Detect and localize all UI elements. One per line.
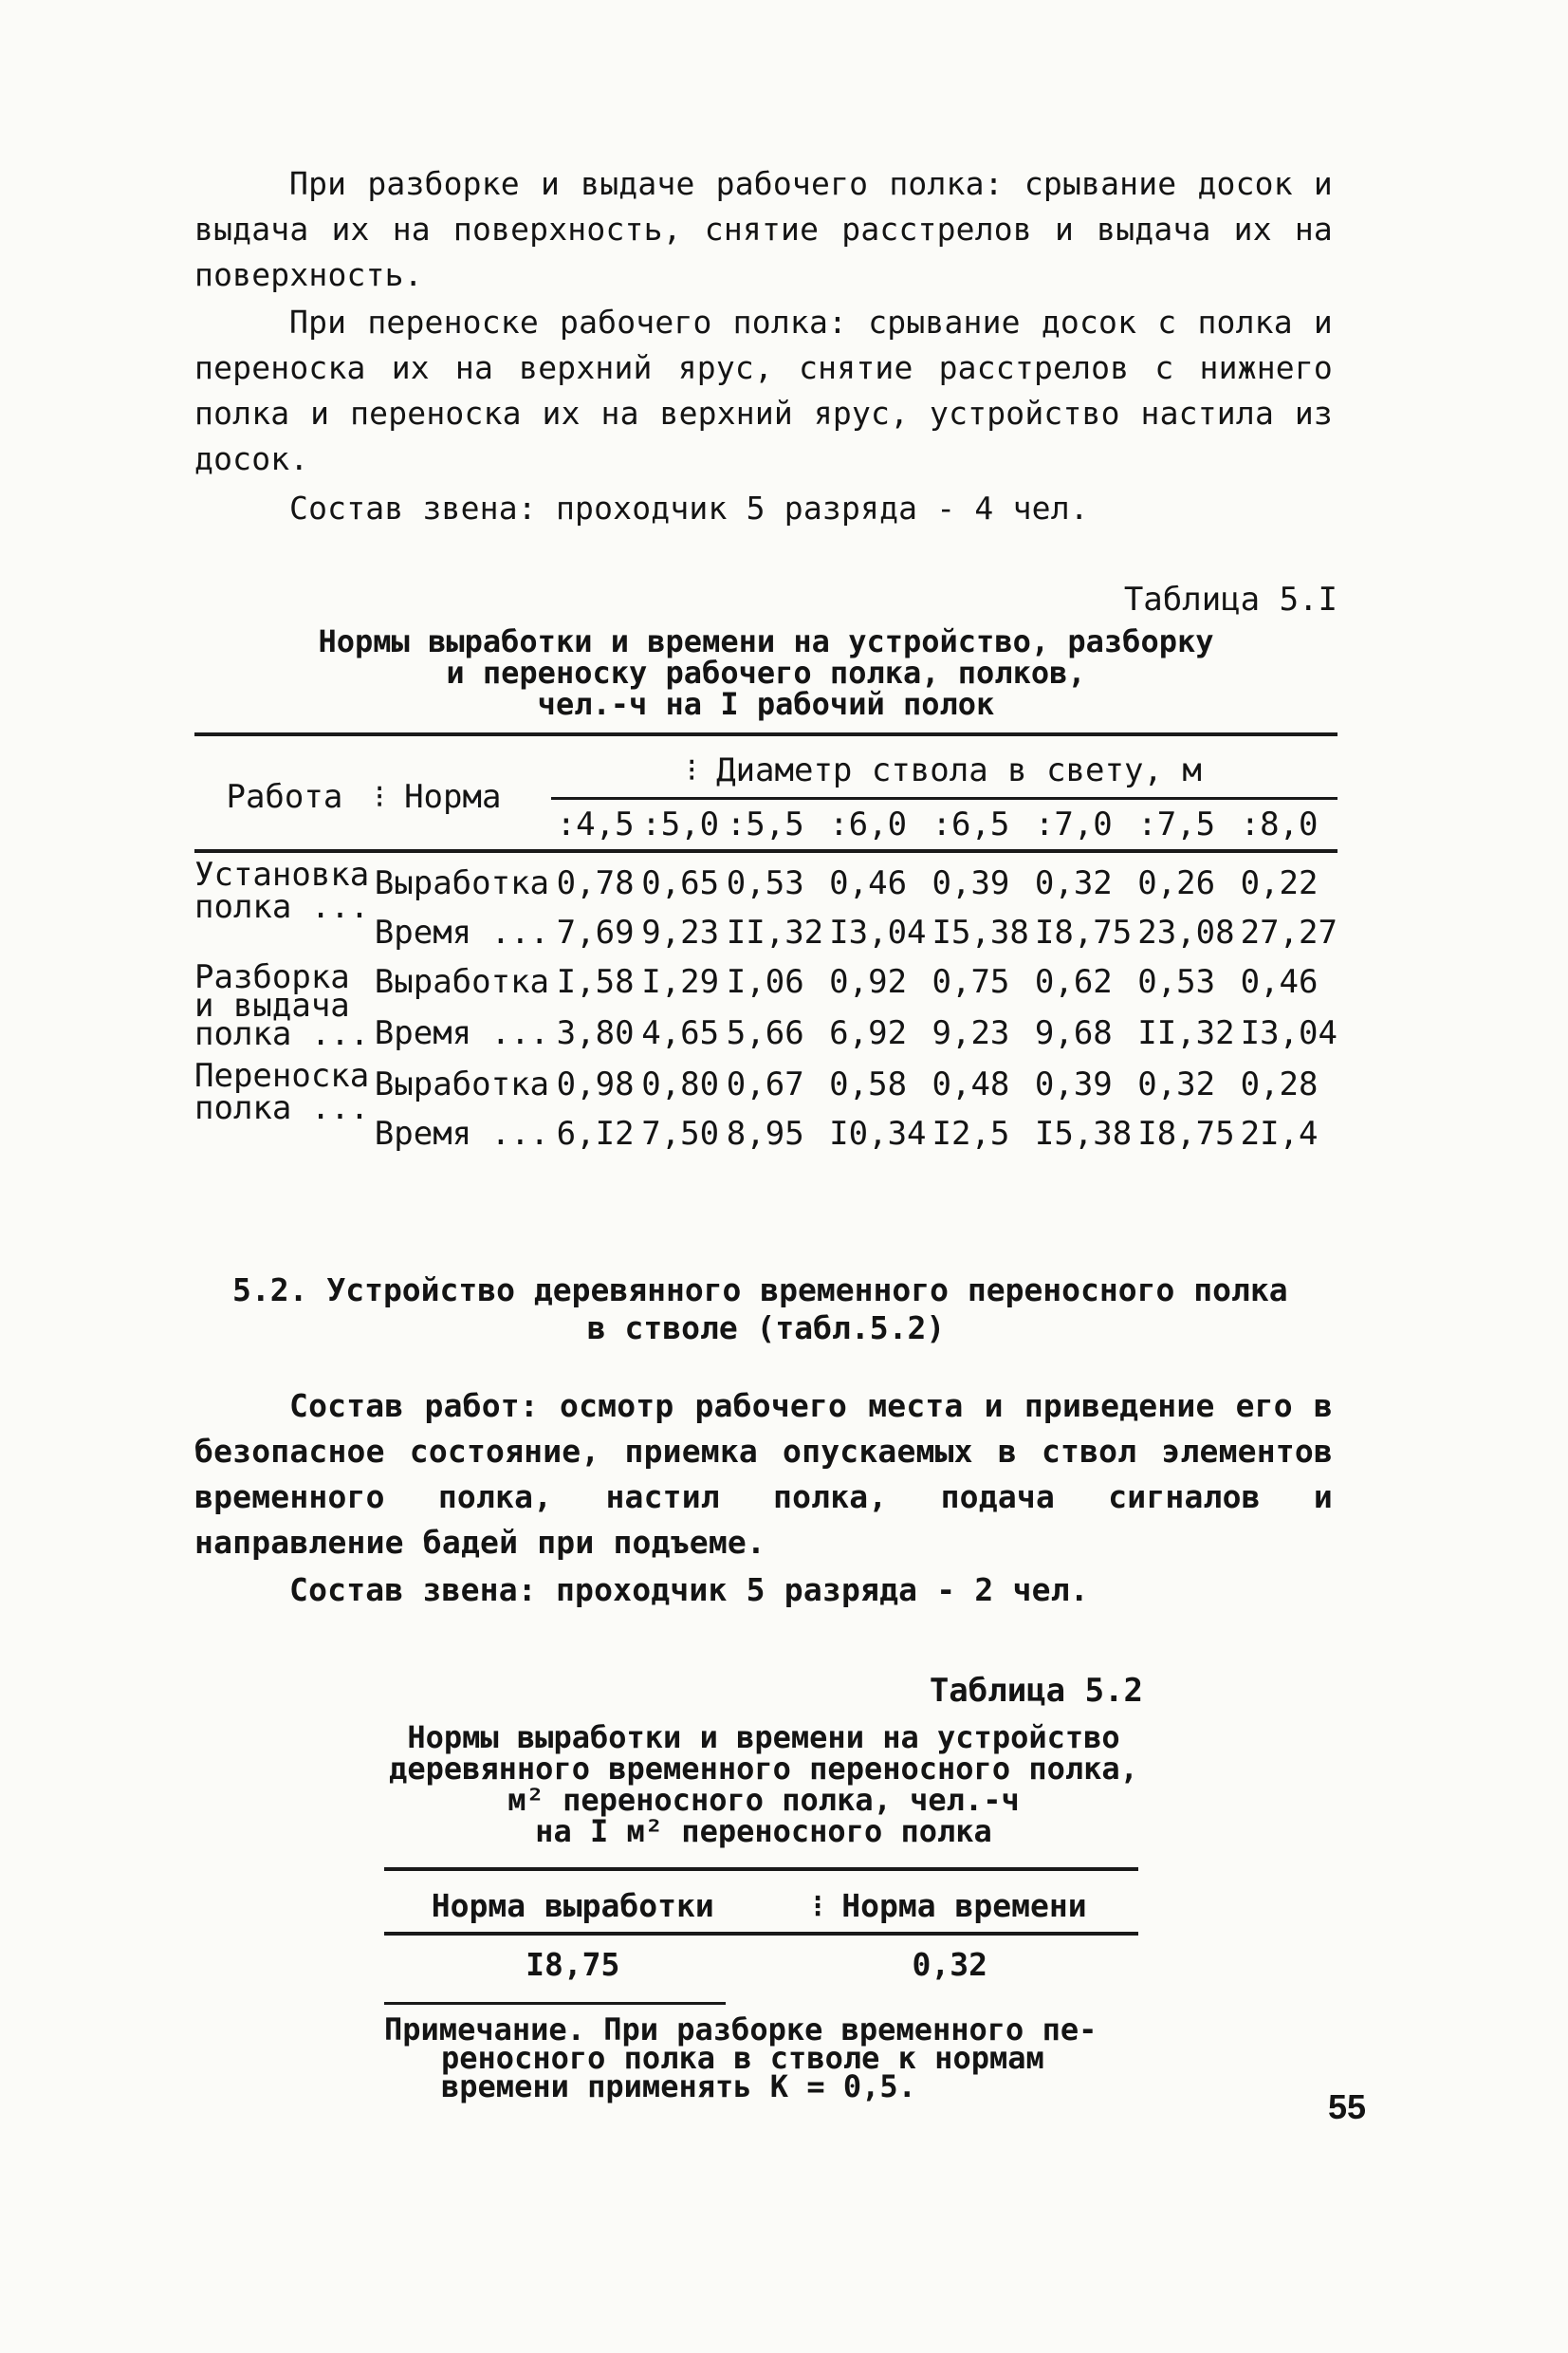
table52-value-time: 0,32 — [912, 1945, 987, 1983]
value-cell: 0,39 — [932, 864, 1010, 902]
table51-header-diameter: ⁝ Диаметр ствола в свету, м — [551, 745, 1337, 798]
value-cell: 0,53 — [726, 864, 804, 902]
note-line1: Примечание. При разборке временного пе- — [384, 2011, 1098, 2047]
value-cell: 0,80 — [641, 1065, 720, 1103]
table51-header-work: Работа — [226, 778, 343, 816]
note-line3: времени применять К = 0,5. — [441, 2068, 916, 2104]
value-cell: 0,46 — [1240, 963, 1319, 1001]
table-row — [194, 1060, 1337, 1109]
diameter-cell: :7,0 — [1034, 805, 1113, 843]
value-cell: 0,65 — [641, 864, 720, 902]
table52-top-rule — [384, 1867, 1138, 1871]
norm-cell: Выработка — [374, 864, 550, 902]
work-cell: Разборка и выдача полка ... — [194, 958, 370, 1053]
value-cell: I3,04 — [1240, 1014, 1337, 1052]
value-cell: 7,50 — [641, 1115, 720, 1153]
value-cell: 0,92 — [829, 963, 908, 1001]
norm-cell: Выработка — [374, 1065, 550, 1103]
value-cell: I,06 — [726, 963, 804, 1001]
value-cell: 27,27 — [1240, 914, 1337, 952]
table52 — [384, 1879, 1138, 1989]
value-cell: 9,68 — [1034, 1014, 1113, 1052]
value-cell: 5,66 — [726, 1014, 804, 1052]
intro-paragraph-2: При переноске рабочего полка: срывание досок с полка и переноска их на верхний ярус, снятие расстрелов с нижнего полка и переноска их на верхний ярус, устройство настила из досок. — [194, 304, 1333, 477]
value-cell: I5,38 — [932, 914, 1029, 952]
table51 — [194, 745, 1337, 1158]
section52-heading-line1: 5.2. Устройство деревянного временного переносного полка — [232, 1271, 1288, 1308]
table52-header-time: ⁝ Норма времени — [812, 1886, 1087, 1924]
value-cell: 0,62 — [1034, 963, 1113, 1001]
table51-title-line2: и переноску рабочего полка, полков, — [446, 655, 1086, 691]
norm-cell: Выработка — [374, 963, 550, 1001]
value-cell: 9,23 — [641, 914, 720, 952]
value-cell: 0,22 — [1240, 864, 1319, 902]
value-cell: I8,75 — [1137, 1115, 1235, 1153]
table52-value-output: I8,75 — [526, 1945, 620, 1983]
table51-title-line1: Нормы выработки и времени на устройство, разборку — [318, 623, 1214, 659]
value-cell: 0,48 — [932, 1065, 1010, 1103]
value-cell: 7,69 — [556, 914, 635, 952]
value-cell: I3,04 — [829, 914, 927, 952]
table51-top-rule — [194, 732, 1337, 736]
table52-title-line1: Нормы выработки и времени на устройство — [407, 1719, 1120, 1755]
value-cell: 0,67 — [726, 1065, 804, 1103]
value-cell: 9,23 — [932, 1014, 1010, 1052]
norm-cell: Время ... — [374, 1014, 550, 1052]
section52-crew: Состав звена: проходчик 5 разряда - 2 чел. — [289, 1571, 1089, 1608]
value-cell: 0,32 — [1034, 864, 1113, 902]
diameter-cell: :5,5 — [726, 805, 804, 843]
value-cell: 8,95 — [726, 1115, 804, 1153]
diameter-cell: :6,5 — [932, 805, 1010, 843]
table-row — [194, 957, 1337, 1007]
norm-cell: Время ... — [374, 1115, 550, 1153]
value-cell: I5,38 — [1034, 1115, 1133, 1153]
value-cell: 6,92 — [829, 1014, 908, 1052]
value-cell: 3,80 — [556, 1014, 635, 1052]
table52-title-line2: деревянного временного переносного полка, — [389, 1751, 1138, 1787]
work-cell: Установка полка ... — [194, 856, 370, 926]
value-cell: 0,46 — [829, 864, 908, 902]
page-number: 55 — [1328, 2087, 1367, 2126]
table-row — [194, 859, 1337, 908]
value-cell: 0,32 — [1137, 1065, 1216, 1103]
table52-title-line3: м² переносного полка, чел.-ч — [507, 1782, 1020, 1818]
diameter-cell: :6,0 — [829, 805, 908, 843]
diameter-cell: :7,5 — [1137, 805, 1216, 843]
note-rule — [384, 2002, 726, 2005]
table51-title-line3: чел.-ч на I рабочий полок — [537, 686, 995, 722]
intro-paragraph-1: При разборке и выдаче рабочего полка: срывание досок и выдача их на поверхность, снятие расстрелов и выдача их на поверхность. — [194, 165, 1333, 293]
table52-title-line4: на I м² переносного полка — [535, 1813, 992, 1849]
table51-header-norm: ⁝ Норма — [374, 778, 502, 816]
work-cell: Переноска полка ... — [194, 1057, 370, 1127]
value-cell: 6,I2 — [556, 1115, 635, 1153]
value-cell: 0,98 — [556, 1065, 635, 1103]
value-cell: 0,39 — [1034, 1065, 1113, 1103]
value-cell: 0,28 — [1240, 1065, 1319, 1103]
value-cell: 0,78 — [556, 864, 635, 902]
value-cell: I,29 — [641, 963, 720, 1001]
norm-cell: Время ... — [374, 914, 550, 952]
table-row — [384, 1939, 1138, 1989]
section52-heading-line2: в стволе (табл.5.2) — [586, 1309, 946, 1346]
value-cell: 4,65 — [641, 1014, 720, 1052]
table51-label: Таблица 5.I — [1123, 581, 1337, 619]
value-cell: 2I,4 — [1240, 1115, 1319, 1153]
value-cell: II,32 — [1137, 1014, 1235, 1052]
intro-crew: Состав звена: проходчик 5 разряда - 4 чел. — [289, 490, 1089, 527]
value-cell: 0,58 — [829, 1065, 908, 1103]
value-cell: 0,75 — [932, 963, 1010, 1001]
value-cell: 0,53 — [1137, 963, 1216, 1001]
value-cell: 23,08 — [1137, 914, 1235, 952]
value-cell: II,32 — [726, 914, 824, 952]
table52-header-output: Норма выработки — [431, 1886, 714, 1924]
value-cell: 0,26 — [1137, 864, 1216, 902]
value-cell: I,58 — [556, 963, 635, 1001]
diameter-cell: :8,0 — [1240, 805, 1319, 843]
value-cell: I0,34 — [829, 1115, 927, 1153]
table52-label: Таблица 5.2 — [929, 1672, 1143, 1710]
note-line2: реносного полка в стволе к нормам — [441, 2040, 1044, 2076]
value-cell: I8,75 — [1034, 914, 1133, 952]
value-cell: I2,5 — [932, 1115, 1010, 1153]
section52-work-composition: Состав работ: осмотр рабочего места и приведение его в безопасное состояние, приемка опускаемых в ствол элементов временного полка, настил полка, подача сигналов и направление бадей при подъеме. — [194, 1387, 1333, 1561]
diameter-cell: :5,0 — [641, 805, 720, 843]
diameter-cell: :4,5 — [556, 805, 635, 843]
